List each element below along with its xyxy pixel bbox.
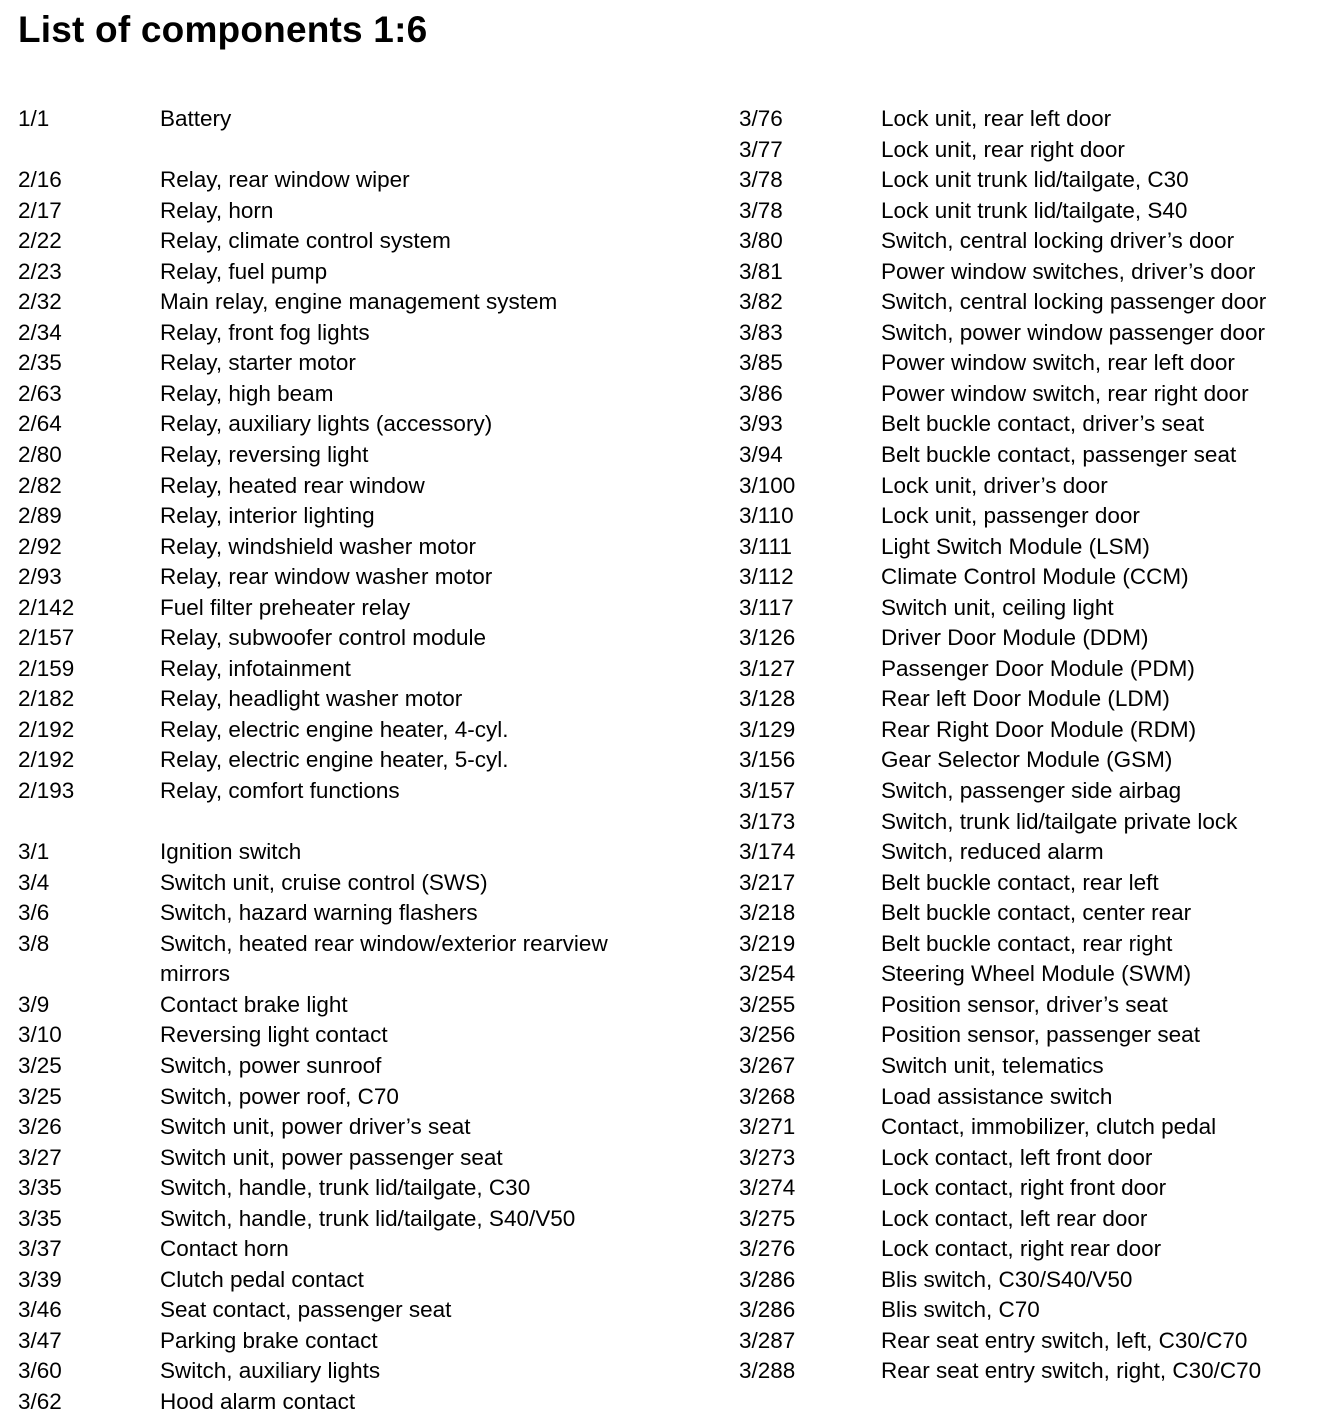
component-description: Lock unit, passenger door	[881, 503, 1140, 529]
component-code: 2/182	[18, 686, 75, 712]
component-row	[18, 745, 708, 776]
component-code: 3/218	[739, 900, 796, 926]
component-description: Blis switch, C70	[881, 1297, 1040, 1323]
component-code: 3/47	[18, 1327, 62, 1353]
component-description: Driver Door Module (DDM)	[881, 625, 1149, 651]
component-row	[739, 684, 1339, 715]
component-code: 2/192	[18, 716, 75, 742]
component-code: 3/86	[739, 380, 783, 406]
component-row	[739, 1112, 1339, 1143]
component-row	[739, 471, 1339, 502]
component-code: 3/85	[739, 350, 783, 376]
component-row	[739, 898, 1339, 929]
component-description: Relay, infotainment	[160, 655, 351, 681]
component-description: Lock unit trunk lid/tailgate, S40	[881, 197, 1188, 223]
component-row	[18, 1020, 708, 1051]
component-code: 3/287	[739, 1327, 796, 1353]
component-description: Contact horn	[160, 1236, 289, 1262]
component-row	[739, 379, 1339, 410]
component-description: Switch unit, telematics	[881, 1052, 1104, 1078]
component-code: 3/286	[739, 1266, 796, 1292]
component-row	[739, 104, 1339, 135]
component-row	[739, 562, 1339, 593]
component-description: Hood alarm contact	[160, 1388, 356, 1414]
component-list-left	[18, 104, 708, 1418]
component-description: Main relay, engine management system	[160, 289, 558, 315]
component-row	[18, 135, 708, 166]
component-code: 3/276	[739, 1236, 796, 1262]
component-code: 3/76	[739, 106, 783, 131]
component-code: 2/17	[18, 197, 62, 223]
component-description: Switch, power sunroof	[160, 1052, 382, 1078]
component-row	[18, 807, 708, 838]
component-row	[18, 226, 708, 257]
component-code: 3/173	[739, 808, 796, 834]
component-code: 3/81	[739, 258, 783, 284]
component-row	[739, 654, 1339, 685]
component-description: Contact brake light	[160, 991, 348, 1017]
page-title: List of components 1:6	[18, 9, 428, 50]
component-description: Passenger Door Module (PDM)	[881, 655, 1195, 681]
component-description: Belt buckle contact, rear right	[881, 930, 1173, 956]
component-description: Relay, rear window wiper	[160, 167, 410, 193]
component-code: 3/60	[18, 1358, 62, 1384]
component-row	[18, 1173, 708, 1204]
component-description: Switch, central locking passenger door	[881, 289, 1267, 315]
component-code: 3/82	[739, 289, 783, 315]
component-code: 3/77	[739, 136, 783, 162]
component-description: Steering Wheel Module (SWM)	[881, 961, 1192, 987]
component-description: Load assistance switch	[881, 1083, 1113, 1109]
component-row	[739, 409, 1339, 440]
component-description: Relay, front fog lights	[160, 319, 370, 345]
component-row	[739, 1234, 1339, 1265]
component-row	[739, 1082, 1339, 1113]
component-row	[739, 1051, 1339, 1082]
component-row	[18, 348, 708, 379]
component-code: 3/256	[739, 1022, 796, 1048]
component-row	[739, 1356, 1339, 1387]
component-row	[18, 440, 708, 471]
component-code: 3/274	[739, 1175, 796, 1201]
component-code: 2/64	[18, 411, 62, 437]
component-row	[18, 623, 708, 654]
component-code: 2/16	[18, 167, 62, 193]
component-code: 3/288	[739, 1358, 796, 1384]
component-description: Light Switch Module (LSM)	[881, 533, 1150, 559]
component-description: Relay, electric engine heater, 4-cyl.	[160, 716, 509, 742]
component-row	[739, 1295, 1339, 1326]
component-row	[18, 715, 708, 746]
component-row	[739, 440, 1339, 471]
component-row	[739, 1265, 1339, 1296]
component-code: 3/78	[739, 197, 783, 223]
component-code: 3/273	[739, 1144, 796, 1170]
component-code: 3/157	[739, 778, 796, 804]
component-description: Power window switch, rear right door	[881, 380, 1249, 406]
component-code: 3/117	[739, 594, 794, 620]
component-code: 3/128	[739, 686, 796, 712]
component-description: Contact, immobilizer, clutch pedal	[881, 1114, 1217, 1140]
component-code: 3/10	[18, 1022, 62, 1048]
component-description: Parking brake contact	[160, 1327, 378, 1353]
component-row	[739, 776, 1339, 807]
component-description: Switch, passenger side airbag	[881, 778, 1182, 804]
component-description: Belt buckle contact, driver’s seat	[881, 411, 1205, 437]
component-description: Climate Control Module (CCM)	[881, 564, 1189, 590]
component-row	[18, 776, 708, 807]
component-description: Relay, auxiliary lights (accessory)	[160, 411, 493, 437]
component-code: 3/39	[18, 1266, 62, 1292]
component-code: 3/26	[18, 1114, 62, 1140]
component-row	[739, 990, 1339, 1021]
component-row	[18, 409, 708, 440]
component-description: Relay, horn	[160, 197, 274, 223]
component-description: Belt buckle contact, rear left	[881, 869, 1159, 895]
component-row	[739, 623, 1339, 654]
component-row	[739, 929, 1339, 960]
component-description: Lock unit, driver’s door	[881, 472, 1108, 498]
component-code: 3/286	[739, 1297, 796, 1323]
component-code: 3/267	[739, 1052, 796, 1078]
component-row	[18, 1356, 708, 1387]
component-code: 3/78	[739, 167, 783, 193]
component-row	[18, 379, 708, 410]
component-description: Switch, central locking driver’s door	[881, 228, 1235, 254]
component-description: Relay, fuel pump	[160, 258, 328, 284]
component-row	[18, 990, 708, 1021]
component-row	[18, 959, 708, 990]
component-code: 2/34	[18, 319, 62, 345]
component-description: Position sensor, driver’s seat	[881, 991, 1168, 1017]
component-description: Ignition switch	[160, 839, 302, 865]
component-code: 3/126	[739, 625, 796, 651]
component-code: 3/100	[739, 472, 796, 498]
component-code: 2/193	[18, 778, 75, 804]
component-code: 2/82	[18, 472, 62, 498]
component-description: Switch, handle, trunk lid/tailgate, S40/V50	[160, 1205, 576, 1231]
component-code: 2/35	[18, 350, 62, 376]
component-row	[18, 1143, 708, 1174]
component-description: Relay, rear window washer motor	[160, 564, 493, 590]
component-list-right	[739, 104, 1339, 1387]
component-code: 3/80	[739, 228, 783, 254]
component-row	[739, 226, 1339, 257]
component-code: 1/1	[18, 106, 50, 131]
component-code: 2/192	[18, 747, 75, 773]
component-code: 2/142	[18, 594, 75, 620]
component-code: 3/37	[18, 1236, 62, 1262]
component-code: 3/174	[739, 839, 796, 865]
component-row	[18, 1326, 708, 1357]
component-code: 3/62	[18, 1388, 62, 1414]
component-row	[739, 593, 1339, 624]
component-description: mirrors	[160, 961, 230, 987]
component-description: Blis switch, C30/S40/V50	[881, 1266, 1133, 1292]
component-description: Rear left Door Module (LDM)	[881, 686, 1170, 712]
component-description: Switch, power window passenger door	[881, 319, 1265, 345]
component-description: Rear seat entry switch, left, C30/C70	[881, 1327, 1248, 1353]
component-code: 3/254	[739, 961, 796, 987]
component-row	[739, 959, 1339, 990]
component-row	[18, 501, 708, 532]
component-description: Relay, high beam	[160, 380, 334, 406]
component-code: 3/127	[739, 655, 796, 681]
component-row	[18, 165, 708, 196]
component-description: Lock contact, left front door	[881, 1144, 1153, 1170]
component-row	[18, 1204, 708, 1235]
component-row	[18, 898, 708, 929]
component-code: 2/159	[18, 655, 75, 681]
component-code: 3/6	[18, 900, 50, 926]
component-row	[739, 745, 1339, 776]
component-description: Switch unit, power driver’s seat	[160, 1114, 471, 1140]
component-row	[18, 684, 708, 715]
component-description: Belt buckle contact, center rear	[881, 900, 1192, 926]
component-description: Power window switches, driver’s door	[881, 258, 1256, 284]
component-row	[18, 471, 708, 502]
component-code: 3/8	[18, 930, 50, 956]
component-row	[739, 1020, 1339, 1051]
component-code: 3/268	[739, 1083, 796, 1109]
component-code: 3/112	[739, 564, 794, 590]
component-description: Relay, reversing light	[160, 442, 369, 468]
component-row	[739, 257, 1339, 288]
component-code: 3/1	[18, 839, 50, 865]
component-code: 3/83	[739, 319, 783, 345]
component-row	[739, 135, 1339, 166]
component-description: Lock contact, right rear door	[881, 1236, 1162, 1262]
component-code: 3/110	[739, 503, 794, 529]
component-row	[18, 532, 708, 563]
component-description: Relay, windshield washer motor	[160, 533, 476, 559]
component-row	[18, 1387, 708, 1418]
component-code: 3/27	[18, 1144, 62, 1170]
component-row	[739, 868, 1339, 899]
component-description: Lock unit, rear left door	[881, 106, 1112, 131]
component-description: Relay, starter motor	[160, 350, 356, 376]
component-code: 2/63	[18, 380, 62, 406]
component-description: Clutch pedal contact	[160, 1266, 364, 1292]
component-row	[18, 1265, 708, 1296]
component-row	[739, 287, 1339, 318]
component-row	[18, 287, 708, 318]
component-code: 3/255	[739, 991, 796, 1017]
component-row	[739, 1326, 1339, 1357]
component-description: Relay, electric engine heater, 5-cyl.	[160, 747, 509, 773]
component-description: Relay, comfort functions	[160, 778, 400, 804]
component-row	[739, 501, 1339, 532]
component-code: 3/156	[739, 747, 796, 773]
component-code: 2/23	[18, 258, 62, 284]
component-row	[18, 929, 708, 960]
component-code: 3/219	[739, 930, 796, 956]
component-description: Reversing light contact	[160, 1022, 388, 1048]
component-description: Switch, power roof, C70	[160, 1083, 399, 1109]
component-code: 3/93	[739, 411, 783, 437]
component-description: Switch, heated rear window/exterior rearview	[160, 930, 608, 956]
component-code: 3/129	[739, 716, 796, 742]
component-row	[739, 165, 1339, 196]
component-code: 2/32	[18, 289, 62, 315]
component-description: Relay, heated rear window	[160, 472, 425, 498]
component-code: 3/111	[739, 533, 792, 559]
component-row	[739, 807, 1339, 838]
component-description: Relay, interior lighting	[160, 503, 375, 529]
component-description: Switch, handle, trunk lid/tailgate, C30	[160, 1175, 531, 1201]
component-description: Switch, trunk lid/tailgate private lock	[881, 808, 1238, 834]
component-description: Belt buckle contact, passenger seat	[881, 442, 1237, 468]
component-code: 2/92	[18, 533, 62, 559]
component-description: Switch unit, power passenger seat	[160, 1144, 503, 1170]
component-row	[739, 348, 1339, 379]
component-description: Switch unit, ceiling light	[881, 594, 1114, 620]
component-row	[739, 532, 1339, 563]
component-description: Lock unit trunk lid/tailgate, C30	[881, 167, 1189, 193]
component-description: Switch unit, cruise control (SWS)	[160, 869, 488, 895]
component-row	[18, 654, 708, 685]
component-row	[18, 1051, 708, 1082]
component-row	[739, 837, 1339, 868]
component-row	[18, 562, 708, 593]
component-description: Relay, subwoofer control module	[160, 625, 486, 651]
component-code: 3/25	[18, 1052, 62, 1078]
component-code: 3/35	[18, 1205, 62, 1231]
component-code: 3/217	[739, 869, 796, 895]
component-code: 2/80	[18, 442, 62, 468]
component-row	[739, 715, 1339, 746]
component-row	[18, 1234, 708, 1265]
component-row	[18, 1082, 708, 1113]
component-code: 3/271	[739, 1114, 796, 1140]
component-description: Switch, hazard warning flashers	[160, 900, 478, 926]
component-description: Rear Right Door Module (RDM)	[881, 716, 1197, 742]
component-row	[739, 318, 1339, 349]
component-row	[18, 318, 708, 349]
component-row	[18, 1112, 708, 1143]
component-code: 3/4	[18, 869, 50, 895]
component-code: 3/25	[18, 1083, 62, 1109]
component-row	[18, 1295, 708, 1326]
component-code: 3/94	[739, 442, 783, 468]
component-row	[18, 196, 708, 227]
component-row	[739, 1173, 1339, 1204]
component-row	[18, 593, 708, 624]
component-code: 2/22	[18, 228, 62, 254]
component-row	[739, 1204, 1339, 1235]
component-description: Relay, climate control system	[160, 228, 451, 254]
component-description: Gear Selector Module (GSM)	[881, 747, 1173, 773]
component-code: 3/46	[18, 1297, 62, 1323]
component-code: 2/93	[18, 564, 62, 590]
component-description: Position sensor, passenger seat	[881, 1022, 1200, 1048]
component-description: Switch, auxiliary lights	[160, 1358, 381, 1384]
component-description: Switch, reduced alarm	[881, 839, 1104, 865]
component-code: 3/35	[18, 1175, 62, 1201]
component-description: Battery	[160, 106, 232, 131]
component-description: Lock contact, left rear door	[881, 1205, 1148, 1231]
component-row	[18, 868, 708, 899]
component-row	[18, 257, 708, 288]
component-row	[18, 104, 708, 135]
component-row	[18, 837, 708, 868]
component-description: Lock unit, rear right door	[881, 136, 1125, 162]
component-description: Power window switch, rear left door	[881, 350, 1235, 376]
component-code: 3/9	[18, 991, 50, 1017]
component-code: 3/275	[739, 1205, 796, 1231]
component-code: 2/89	[18, 503, 62, 529]
component-row	[739, 1143, 1339, 1174]
component-description: Lock contact, right front door	[881, 1175, 1167, 1201]
component-description: Relay, headlight washer motor	[160, 686, 463, 712]
component-description: Fuel filter preheater relay	[160, 594, 411, 620]
component-description: Seat contact, passenger seat	[160, 1297, 452, 1323]
component-row	[739, 196, 1339, 227]
component-description: Rear seat entry switch, right, C30/C70	[881, 1358, 1262, 1384]
component-code: 2/157	[18, 625, 75, 651]
